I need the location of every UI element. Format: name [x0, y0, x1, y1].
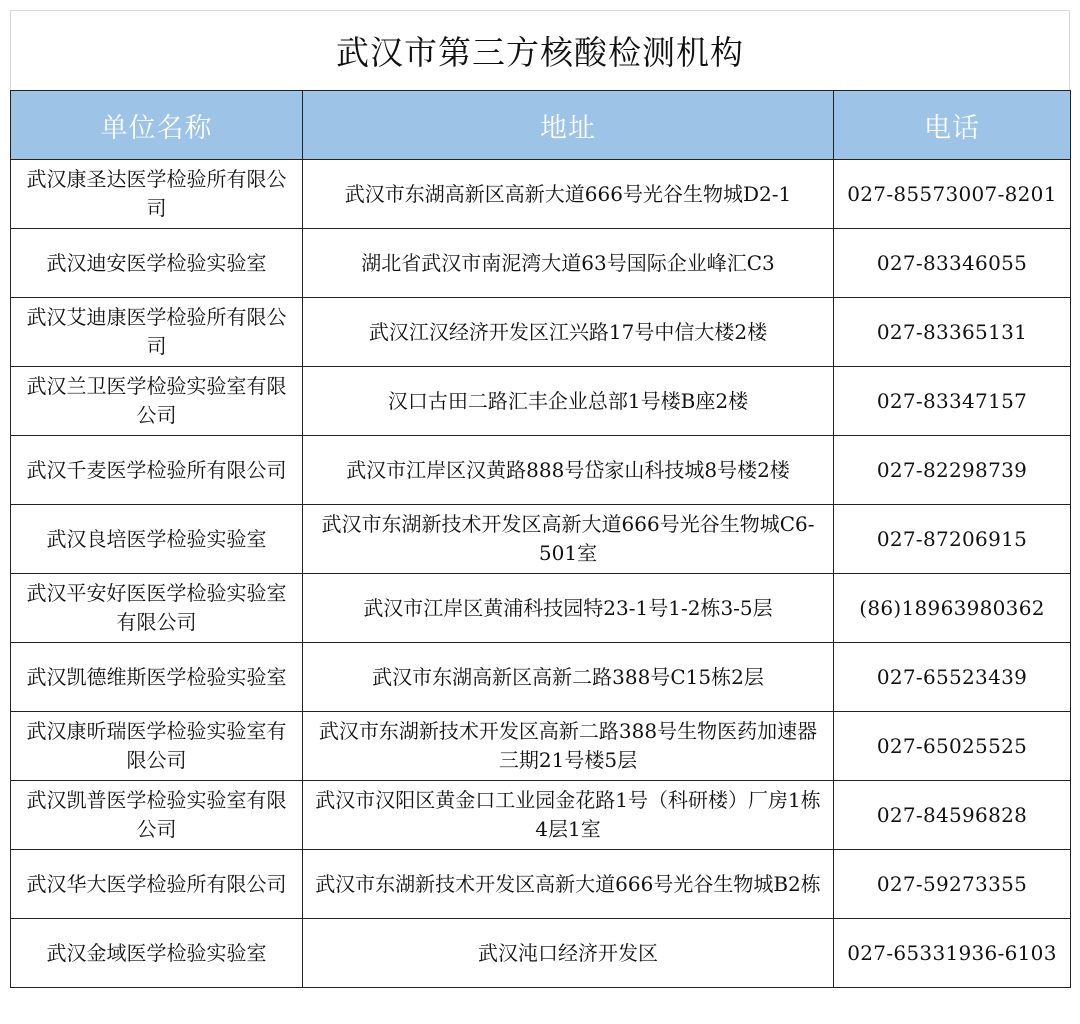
column-header-address: 地址 — [303, 91, 834, 160]
institution-table — [10, 90, 1071, 988]
cell-name: 武汉康圣达医学检验所有限公司 — [11, 160, 303, 229]
cell-name: 武汉平安好医医学检验实验室有限公司 — [11, 574, 303, 643]
column-header-name: 单位名称 — [11, 91, 303, 160]
table-row — [11, 574, 1071, 643]
cell-phone: 027-65523439 — [834, 643, 1071, 712]
table-row — [11, 712, 1071, 781]
table-row — [11, 919, 1071, 988]
cell-address: 武汉市东湖高新区高新二路388号C15栋2层 — [303, 643, 834, 712]
table-row — [11, 781, 1071, 850]
cell-phone: (86)18963980362 — [834, 574, 1071, 643]
table-row — [11, 643, 1071, 712]
cell-phone: 027-59273355 — [834, 850, 1071, 919]
title-box — [10, 10, 1070, 90]
cell-phone: 027-83346055 — [834, 229, 1071, 298]
table-row — [11, 298, 1071, 367]
cell-address: 武汉沌口经济开发区 — [303, 919, 834, 988]
cell-name: 武汉迪安医学检验实验室 — [11, 229, 303, 298]
cell-address: 武汉江汉经济开发区江兴路17号中信大楼2楼 — [303, 298, 834, 367]
table-row — [11, 160, 1071, 229]
cell-phone: 027-65331936-6103 — [834, 919, 1071, 988]
cell-name: 武汉兰卫医学检验实验室有限公司 — [11, 367, 303, 436]
cell-address: 汉口古田二路汇丰企业总部1号楼B座2楼 — [303, 367, 834, 436]
cell-name: 武汉良培医学检验实验室 — [11, 505, 303, 574]
cell-phone: 027-87206915 — [834, 505, 1071, 574]
cell-address: 武汉市东湖高新区高新大道666号光谷生物城D2-1 — [303, 160, 834, 229]
table-row — [11, 850, 1071, 919]
cell-phone: 027-82298739 — [834, 436, 1071, 505]
cell-name: 武汉千麦医学检验所有限公司 — [11, 436, 303, 505]
cell-address: 武汉市江岸区汉黄路888号岱家山科技城8号楼2楼 — [303, 436, 834, 505]
table-row — [11, 367, 1071, 436]
cell-name: 武汉金域医学检验实验室 — [11, 919, 303, 988]
cell-address: 武汉市东湖新技术开发区高新大道666号光谷生物城C6-501室 — [303, 505, 834, 574]
cell-phone: 027-84596828 — [834, 781, 1071, 850]
cell-address: 湖北省武汉市南泥湾大道63号国际企业峰汇C3 — [303, 229, 834, 298]
cell-address: 武汉市江岸区黄浦科技园特23-1号1-2栋3-5层 — [303, 574, 834, 643]
document-sheet — [10, 10, 1070, 988]
cell-address: 武汉市东湖新技术开发区高新大道666号光谷生物城B2栋 — [303, 850, 834, 919]
cell-name: 武汉艾迪康医学检验所有限公司 — [11, 298, 303, 367]
cell-phone: 027-85573007-8201 — [834, 160, 1071, 229]
cell-address: 武汉市东湖新技术开发区高新二路388号生物医药加速器三期21号楼5层 — [303, 712, 834, 781]
cell-name: 武汉凯德维斯医学检验实验室 — [11, 643, 303, 712]
table-row — [11, 229, 1071, 298]
cell-phone: 027-83365131 — [834, 298, 1071, 367]
column-header-phone: 电话 — [834, 91, 1071, 160]
table-row — [11, 436, 1071, 505]
header-row — [11, 91, 1071, 160]
page-title: 武汉市第三方核酸检测机构 — [336, 33, 744, 72]
cell-address: 武汉市汉阳区黄金口工业园金花路1号（科研楼）厂房1栋4层1室 — [303, 781, 834, 850]
cell-phone: 027-83347157 — [834, 367, 1071, 436]
table-row — [11, 505, 1071, 574]
cell-name: 武汉康昕瑞医学检验实验室有限公司 — [11, 712, 303, 781]
cell-name: 武汉华大医学检验所有限公司 — [11, 850, 303, 919]
cell-phone: 027-65025525 — [834, 712, 1071, 781]
cell-name: 武汉凯普医学检验实验室有限公司 — [11, 781, 303, 850]
